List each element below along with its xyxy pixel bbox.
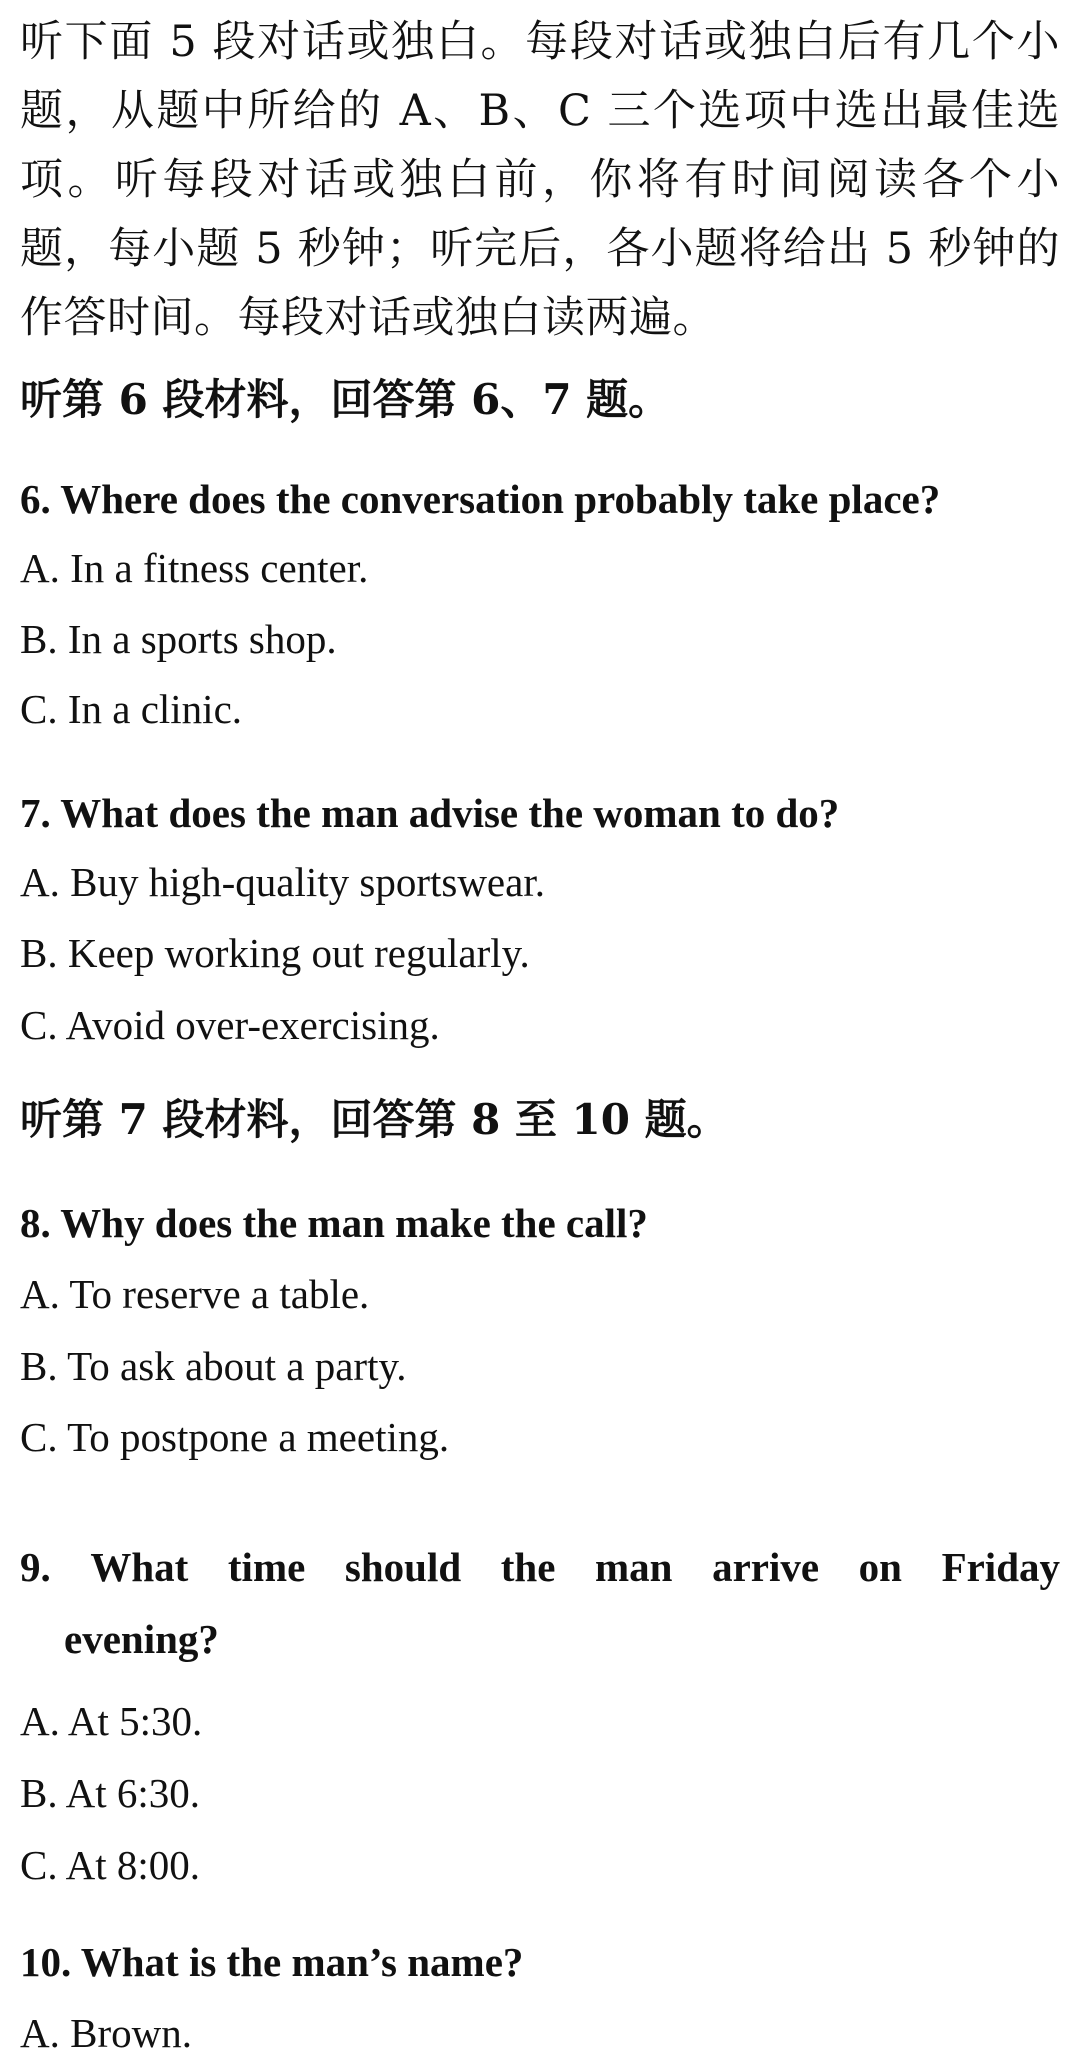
q9-option-c[interactable]: C. At 8:00. [20, 1842, 200, 1888]
q8-option-a[interactable]: A. To reserve a table. [20, 1271, 370, 1317]
question-8: 8. Why does the man make the call? [20, 1200, 648, 1246]
question-10: 10. What is the man’s name? [20, 1939, 524, 1985]
question-6: 6. Where does the conversation probably take place? [20, 476, 941, 522]
q6-option-a[interactable]: A. In a fitness center. [20, 545, 369, 591]
section-heading-6: 听第 6 段材料，回答第 6、7 题。 [20, 375, 671, 424]
q9-word: the [500, 1544, 556, 1590]
question-7: 7. What does the man advise the woman to do? [20, 790, 840, 836]
q7-option-a[interactable]: A. Buy high-quality sportswear. [20, 859, 545, 905]
q6-option-b[interactable]: B. In a sports shop. [20, 616, 337, 662]
question-9-line-1 [20, 1531, 1060, 1603]
q8-option-b[interactable]: B. To ask about a party. [20, 1343, 407, 1389]
section-heading-7: 听第 7 段材料，回答第 8 至 10 题。 [20, 1095, 729, 1144]
q7-option-b[interactable]: B. Keep working out regularly. [20, 930, 530, 976]
q8-option-c[interactable]: C. To postpone a meeting. [20, 1414, 450, 1460]
q9-word: time [227, 1544, 306, 1590]
q10-option-a[interactable]: A. Brown. [20, 2010, 192, 2056]
q9-word: What [90, 1544, 189, 1590]
q9-option-a[interactable]: A. At 5:30. [20, 1698, 203, 1744]
q6-option-c[interactable]: C. In a clinic. [20, 686, 243, 732]
q9-word: man [595, 1544, 673, 1590]
q9-word: on [858, 1544, 902, 1590]
q9-word: should [344, 1544, 462, 1590]
exam-page [20, 0, 1060, 2070]
question-9 [20, 1531, 1060, 1675]
q9-word: arrive [712, 1544, 820, 1590]
q9-option-b[interactable]: B. At 6:30. [20, 1770, 200, 1816]
q9-word: Friday [941, 1544, 1060, 1590]
q7-option-c[interactable]: C. Avoid over-exercising. [20, 1002, 440, 1048]
question-9-line-2: evening? [64, 1616, 219, 1662]
listening-instructions: 听下面 5 段对话或独白。每段对话或独白后有几个小题，从题中所给的 A、B、C 三个选项中选出最佳选项。听每段对话或独白前，你将有时间阅读各个小题，每小题 5 秒钟；听完后，各小题将给出 5 秒钟的作答时间。每段对话或独白读两遍。 [20, 17, 1060, 343]
q9-word: 9. [20, 1544, 51, 1590]
